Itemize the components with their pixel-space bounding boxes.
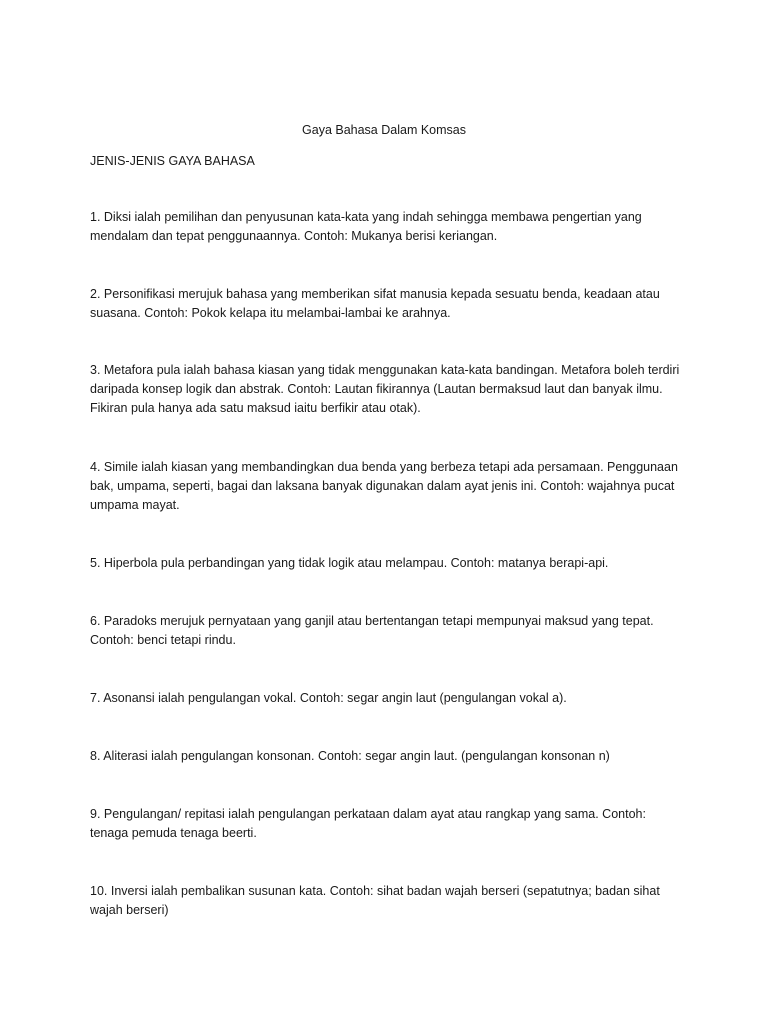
section-heading: JENIS-JENIS GAYA BAHASA xyxy=(90,154,255,168)
list-item-metafora: 3. Metafora pula ialah bahasa kiasan yang tidak menggunakan kata-kata bandingan. Metafora boleh terdiri daripada konsep logik dan abstrak. Contoh: Lautan fikirannya (Lautan bermaksud laut dan banyak ilmu. Fikiran pula hanya ada satu maksud iaitu berfikir atau otak). xyxy=(90,363,680,415)
list-item-aliterasi: 8. Aliterasi ialah pengulangan konsonan. Contoh: segar angin laut. (pengulangan konsonan n) xyxy=(90,749,610,763)
list-item-diksi: 1. Diksi ialah pemilihan dan penyusunan kata-kata yang indah sehingga membawa pengertian yang mendalam dan tepat penggunaannya. Contoh: Mukanya berisi keriangan. xyxy=(90,210,642,243)
list-item-hiperbola: 5. Hiperbola pula perbandingan yang tidak logik atau melampau. Contoh: matanya berapi-api. xyxy=(90,556,609,570)
list-item-asonansi: 7. Asonansi ialah pengulangan vokal. Contoh: segar angin laut (pengulangan vokal a). xyxy=(90,691,567,705)
list-item-simile: 4. Simile ialah kiasan yang membandingkan dua benda yang berbeza tetapi ada persamaan. Penggunaan bak, umpama, seperti, bagai dan laksana banyak digunakan dalam ayat jenis ini. Contoh: wajahnya pucat umpama mayat. xyxy=(90,460,678,512)
list-item-personifikasi: 2. Personifikasi merujuk bahasa yang memberikan sifat manusia kepada sesuatu benda, keadaan atau suasana. Contoh: Pokok kelapa itu melambai-lambai ke arahnya. xyxy=(90,287,660,320)
list-item-inversi: 10. Inversi ialah pembalikan susunan kata. Contoh: sihat badan wajah berseri (sepatutnya; badan sihat wajah berseri) xyxy=(90,884,660,917)
list-item-pengulangan: 9. Pengulangan/ repitasi ialah pengulangan perkataan dalam ayat atau rangkap yang sama. Contoh: tenaga pemuda tenaga beerti. xyxy=(90,807,646,840)
document-title: Gaya Bahasa Dalam Komsas xyxy=(302,123,466,137)
list-item-paradoks: 6. Paradoks merujuk pernyataan yang ganjil atau bertentangan tetapi mempunyai maksud yang tepat. Contoh: benci tetapi rindu. xyxy=(90,614,654,647)
